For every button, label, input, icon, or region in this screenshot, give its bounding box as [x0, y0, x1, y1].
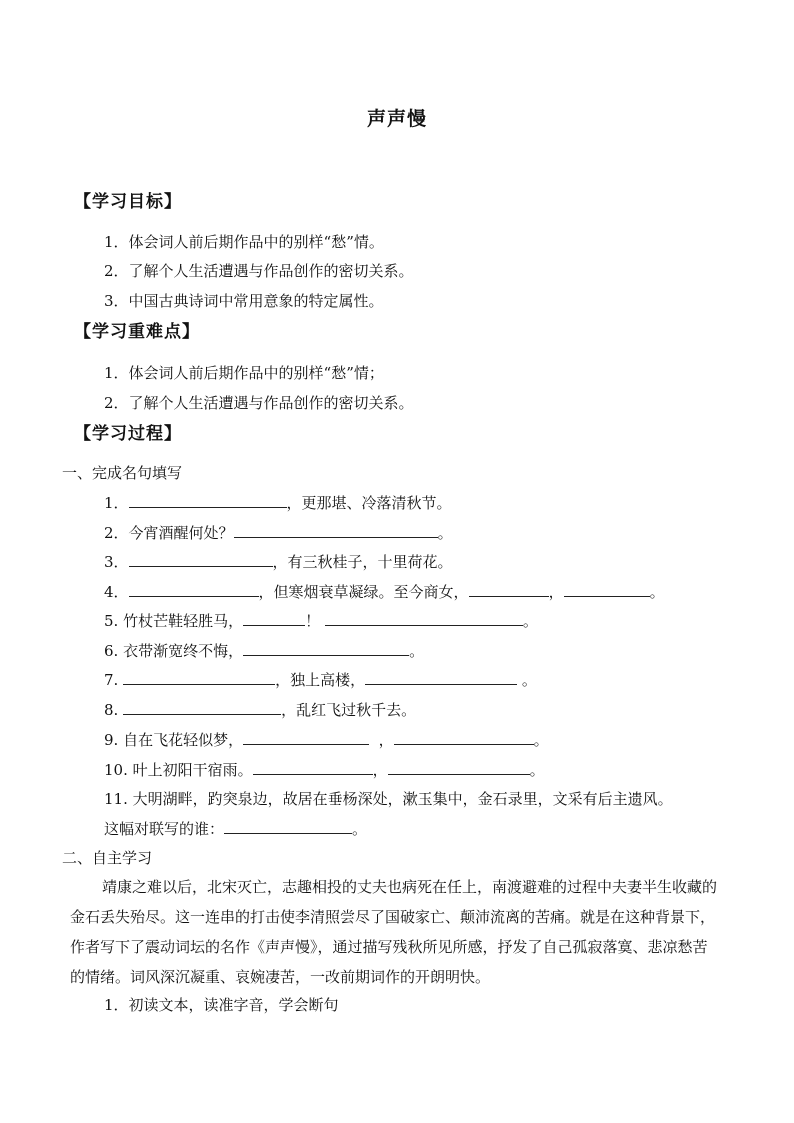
fill-item	[104, 670, 537, 690]
answer-blank[interactable]	[129, 552, 273, 567]
item-text: 。	[521, 671, 537, 689]
answer-blank[interactable]	[243, 730, 369, 745]
item-text: 竹杖芒鞋轻胜马，	[123, 612, 244, 630]
part1-heading: 一、完成名句填写	[62, 464, 183, 482]
answer-blank[interactable]	[394, 730, 534, 745]
item-text: 。	[649, 583, 665, 601]
paragraph-text: 靖康之难以后，北宋灭亡，志趣相投的丈夫也病死在任上，南渡避难的过程中夫妻半生收藏的金石丢失殆尽。这一连串的打击使李清照尝尽了国破家亡、颠沛流离的苦痛。就是在这种背景下，作者写下了震动词坛的名作《声声慢》，通过描写残秋所见所感，抒发了自己孤寂落寞、悲凉愁苦的情绪。词风深沉凝重、哀婉凄苦，一改前期词作的开朗明快。	[70, 878, 718, 986]
fill-item	[104, 493, 452, 513]
answer-blank[interactable]	[123, 670, 275, 685]
item-text: 衣带渐宽终不悔，	[123, 642, 244, 660]
answer-blank[interactable]	[129, 582, 259, 597]
fill-item	[104, 582, 665, 602]
difficulties-heading: 【学习重难点】	[74, 322, 200, 342]
fill-item	[104, 760, 545, 780]
answer-blank[interactable]	[564, 582, 650, 597]
fill-item	[104, 819, 367, 839]
goal-item: 2．了解个人生活遭遇与作品创作的密切关系。	[104, 262, 414, 280]
answer-blank[interactable]	[123, 700, 281, 715]
goal-item: 1．体会词人前后期作品中的别样“愁”情。	[104, 233, 384, 251]
answer-blank[interactable]	[243, 611, 305, 626]
item-number: 11.	[104, 790, 128, 808]
answer-blank[interactable]	[253, 760, 373, 775]
fill-item	[104, 789, 673, 809]
item-number: 9.	[104, 731, 119, 749]
item-text: 自在飞花轻似梦，	[123, 731, 244, 749]
difficulty-item: 1．体会词人前后期作品中的别样“愁”情；	[104, 364, 384, 382]
difficulty-item: 2．了解个人生活遭遇与作品创作的密切关系。	[104, 394, 414, 412]
item-text: ，乱红飞过秋千去。	[281, 701, 417, 719]
answer-blank[interactable]	[469, 582, 549, 597]
item-text: ，但寒烟衰草凝绿。至今商女，	[258, 583, 469, 601]
process-heading: 【学习过程】	[74, 424, 182, 444]
answer-blank[interactable]	[224, 819, 352, 834]
goal-item: 3．中国古典诗词中常用意象的特定属性。	[104, 292, 384, 310]
item-number: 5.	[104, 612, 119, 630]
item-text: ，更那堪、冷落清秋节。	[286, 494, 452, 512]
item-text: ，有三秋桂子，十里荷花。	[272, 553, 453, 571]
item-number: 7.	[104, 671, 119, 689]
item-text: 。	[409, 642, 425, 660]
item-text: 叶上初阳干宿雨。	[132, 761, 253, 779]
item-text: 这幅对联写的谁：	[104, 820, 225, 838]
answer-blank[interactable]	[388, 760, 530, 775]
fill-item	[104, 730, 549, 750]
item-text: ，	[372, 761, 388, 779]
item-text: 今宵酒醒何处？	[128, 524, 234, 542]
item-number: 10.	[104, 761, 128, 779]
goals-heading: 【学习目标】	[74, 192, 182, 212]
answer-blank[interactable]	[243, 641, 409, 656]
answer-blank[interactable]	[129, 493, 287, 508]
item-number: 1．	[104, 494, 129, 512]
fill-item	[104, 552, 453, 572]
item-number: 6.	[104, 642, 119, 660]
item-text: ，	[378, 731, 394, 749]
answer-blank[interactable]	[325, 611, 523, 626]
answer-blank[interactable]	[234, 523, 438, 538]
item-text: 。	[352, 820, 368, 838]
background-paragraph	[70, 872, 720, 992]
item-text: ，	[548, 583, 564, 601]
answer-blank[interactable]	[365, 670, 517, 685]
fill-item	[104, 523, 453, 543]
item-text: 大明湖畔，趵突泉边，故居在垂杨深处，漱玉集中，金石录里，文采有后主遗风。	[132, 790, 673, 808]
item-text: 。	[437, 524, 453, 542]
item-text: 。	[522, 612, 538, 630]
sub-task: 1．初读文本，读准字音，学会断句	[104, 996, 339, 1014]
fill-item	[104, 700, 416, 720]
item-text: ，独上高楼，	[275, 671, 366, 689]
part2-heading: 二、自主学习	[62, 849, 153, 867]
item-number: 4．	[104, 583, 129, 601]
fill-item	[104, 641, 424, 661]
fill-item	[104, 611, 538, 631]
item-text: ！	[305, 612, 321, 630]
item-text: 。	[529, 761, 545, 779]
item-number: 3．	[104, 553, 129, 571]
item-number: 8.	[104, 701, 119, 719]
item-number: 2．	[104, 524, 129, 542]
page-title: 声声慢	[366, 108, 427, 130]
item-text: 。	[533, 731, 549, 749]
